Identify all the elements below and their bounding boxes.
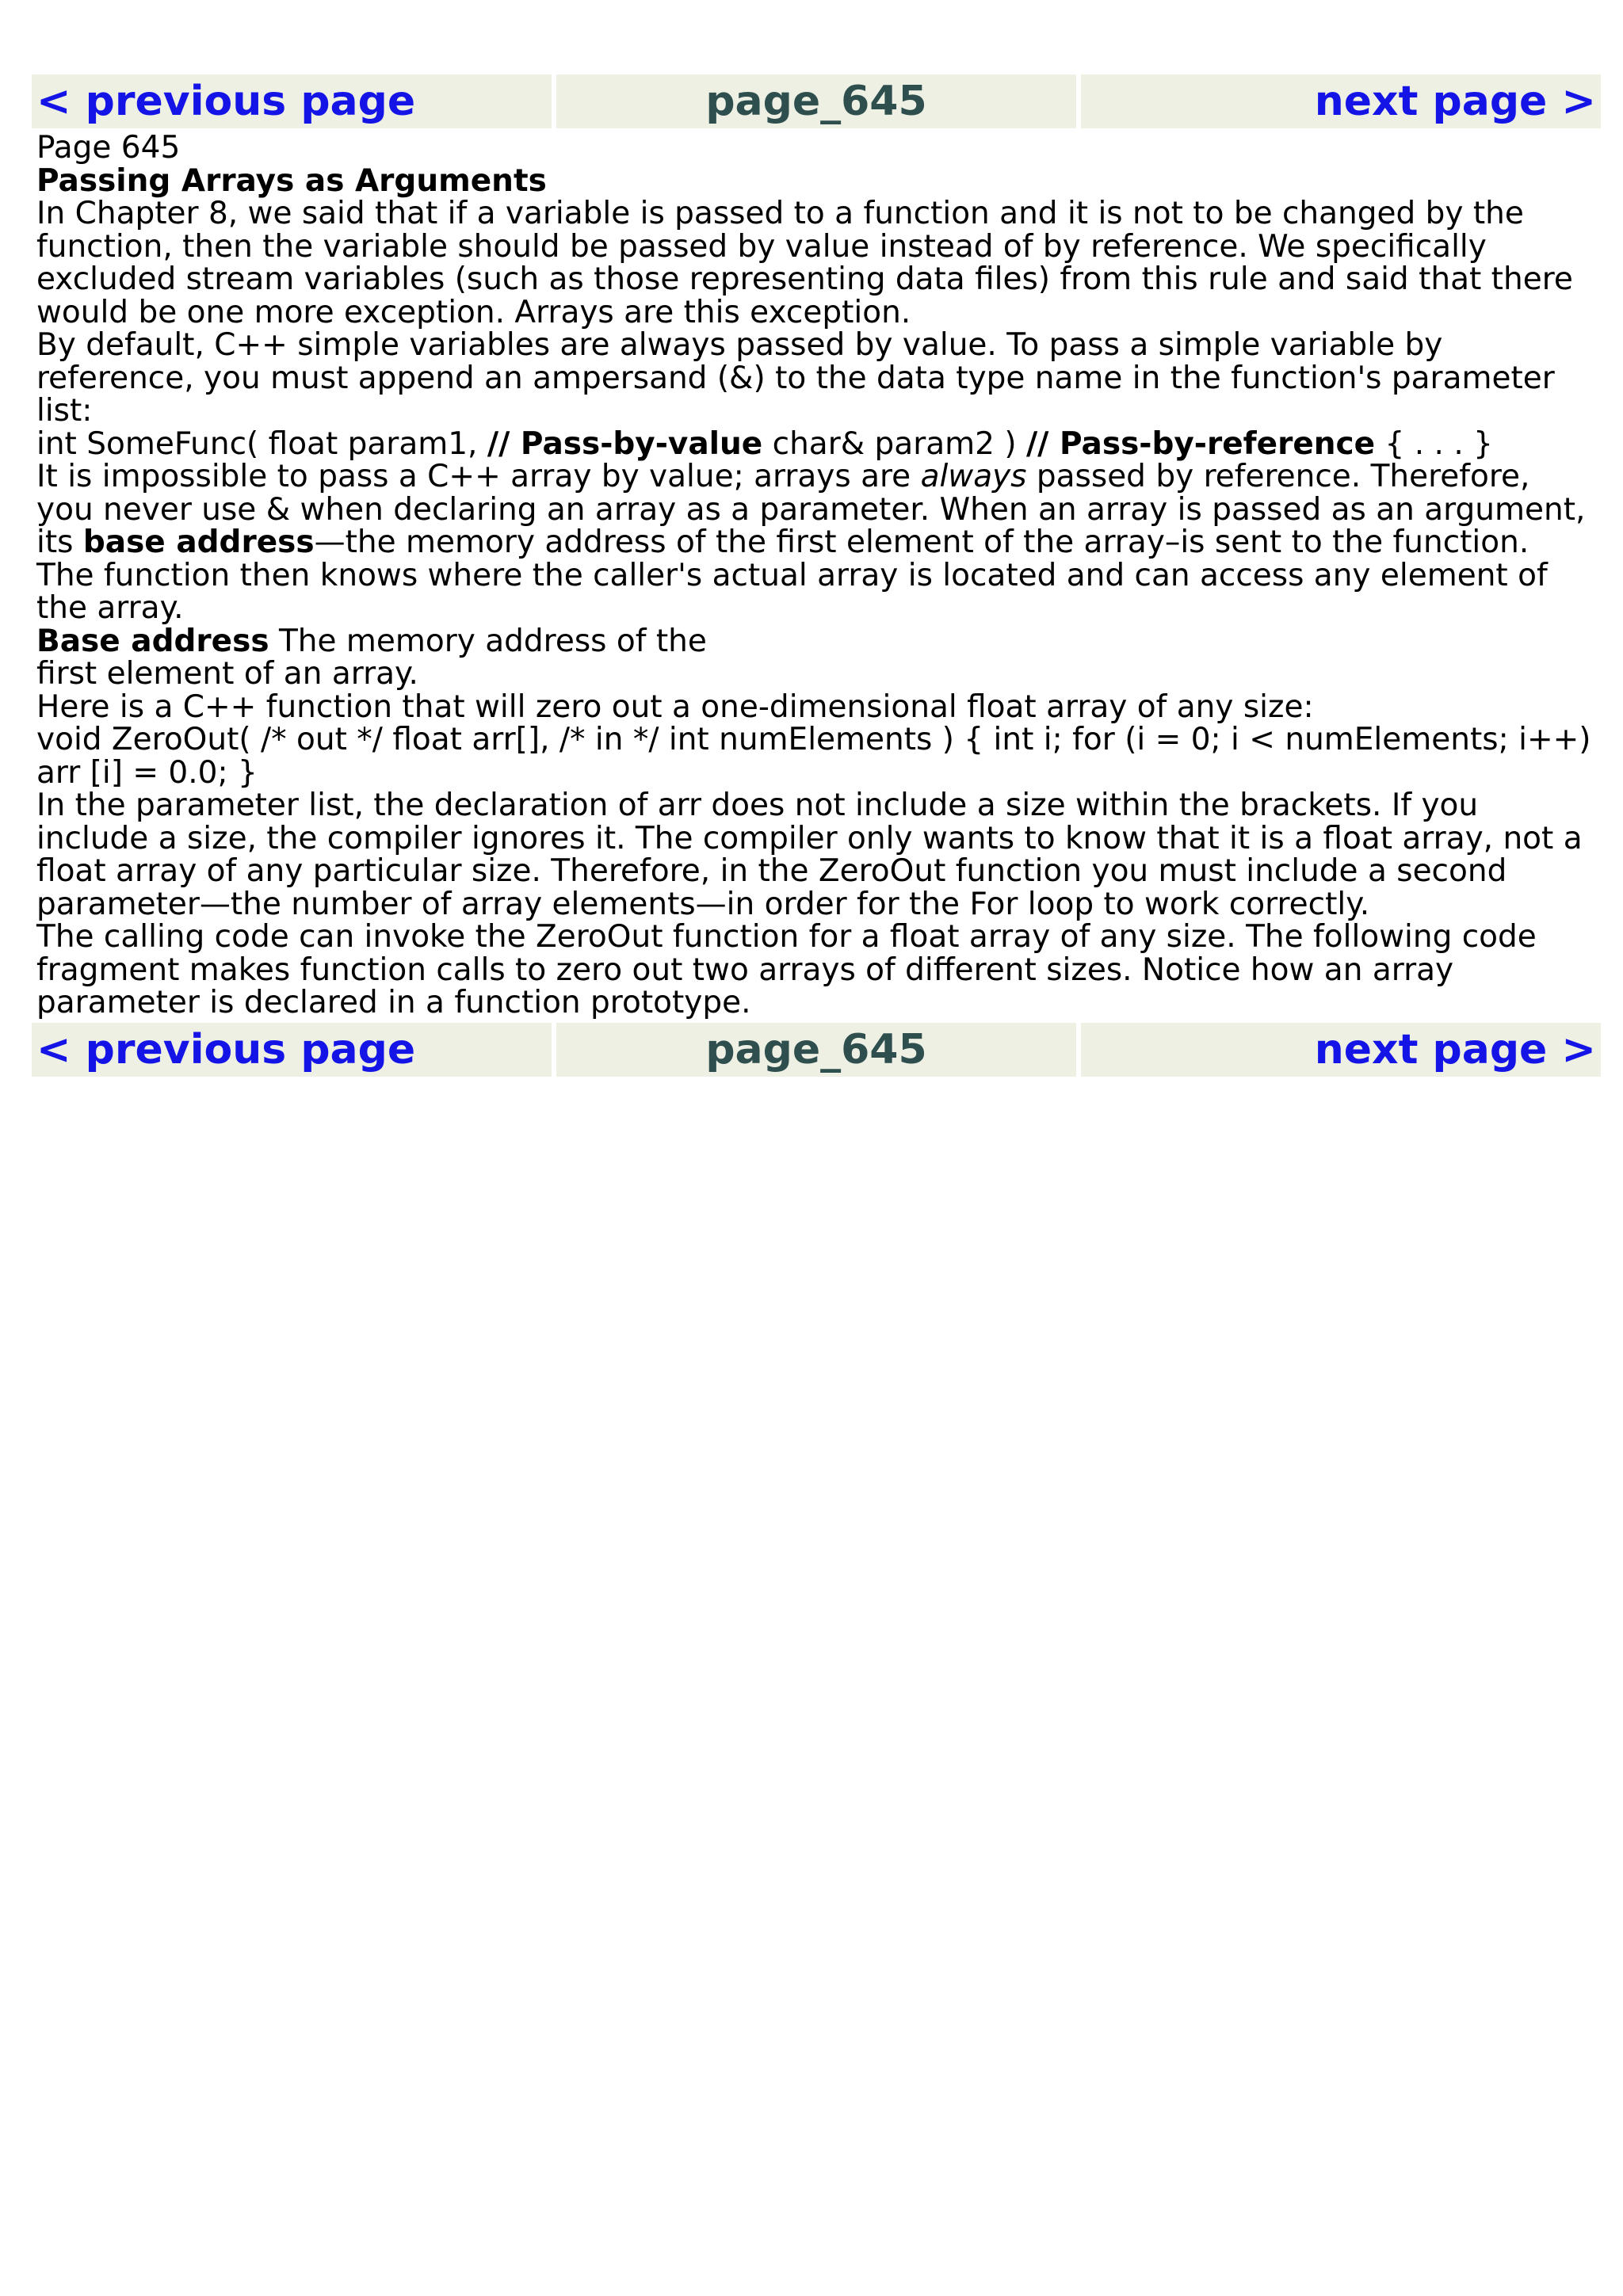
- bottom-previous-page-link[interactable]: < previous page: [36, 1025, 416, 1074]
- bottom-nav-bar: [32, 1023, 1601, 1077]
- definition-term: Base address: [36, 623, 269, 659]
- top-nav-next-cell: [1081, 74, 1601, 128]
- paragraph-3-text: It is impossible to pass a C++ array by value; arrays are: [36, 459, 921, 494]
- code-comment: // Pass-by-reference: [1025, 425, 1376, 462]
- definition-text: The memory address of the first element of an array.: [36, 623, 707, 692]
- bottom-next-page-link[interactable]: next page >: [1314, 1025, 1596, 1074]
- page-content: [32, 132, 1601, 1020]
- paragraph-5: In the parameter list, the declaration of arr does not include a size within the brackets. If you include a size, the compiler ignores it. The compiler only wants to know that it is a float array, not a float array of any particular size. Therefore, in the ZeroOut function you must include a second parameter—the number of array elements—in order for the For loop to work correctly.: [36, 788, 1583, 922]
- top-previous-page-link[interactable]: < previous page: [36, 78, 416, 125]
- paragraph-3-text: passed by reference. Therefore, you never use & when declaring an array as a parameter. When an array is passed as an argument, its: [36, 459, 1586, 560]
- top-nav-bar: [32, 74, 1601, 128]
- paragraph-3: [36, 460, 1596, 625]
- page: [32, 74, 1601, 1077]
- paragraph-2: By default, C++ simple variables are always passed by value. To pass a simple variable by reference, you must append an ampersand (&) to the data type name in the function's parameter list:: [36, 327, 1555, 429]
- code-part: { . . . }: [1375, 425, 1493, 462]
- bottom-nav-prev-cell: [32, 1023, 552, 1077]
- top-nav-prev-cell: [32, 74, 552, 128]
- emphasis-text: always: [920, 459, 1027, 494]
- code-part: char& param2 ): [762, 425, 1026, 462]
- page-number: Page 645: [36, 130, 181, 166]
- code-part: int SomeFunc( float param1,: [36, 425, 487, 462]
- paragraph-6: The calling code can invoke the ZeroOut function for a float array of any size. The following code fragment makes function calls to zero out two arrays of different sizes. Notice how an array parameter is declared in a function prototype.: [36, 919, 1537, 1020]
- code-comment: // Pass-by-value: [487, 425, 763, 462]
- bottom-page-title: page_645: [705, 1025, 927, 1074]
- top-nav-title-cell: [556, 74, 1076, 128]
- paragraph-3-text: —the memory address of the first element of the array–is sent to the function. The function then knows where the caller's actual array is located and can access any element of the array.: [36, 524, 1548, 626]
- code-snippet-zeroout: void ZeroOut( /* out */ float arr[], /* in */ int numElements ) { int i; for (i = 0; i < numElements; i++) arr [i] = 0.0; }: [36, 722, 1591, 791]
- bottom-nav-next-cell: [1081, 1023, 1601, 1077]
- bottom-nav-title-cell: [556, 1023, 1076, 1077]
- paragraph-1: In Chapter 8, we said that if a variable is passed to a function and it is not to be changed by the function, then the variable should be passed by value instead of by reference. We specifically excluded stream variables (such as those representing data files) from this rule and said that there would be one more exception. Arrays are this exception.: [36, 196, 1573, 330]
- paragraph-4: Here is a C++ function that will zero out a one-dimensional float array of any size:: [36, 688, 1314, 725]
- code-snippet-somefunc: [36, 425, 1596, 462]
- top-next-page-link[interactable]: next page >: [1314, 78, 1596, 125]
- top-page-title: page_645: [705, 78, 927, 125]
- bold-term: base address: [82, 524, 315, 560]
- definition-box: [36, 625, 750, 691]
- section-title: Passing Arrays as Arguments: [36, 162, 547, 199]
